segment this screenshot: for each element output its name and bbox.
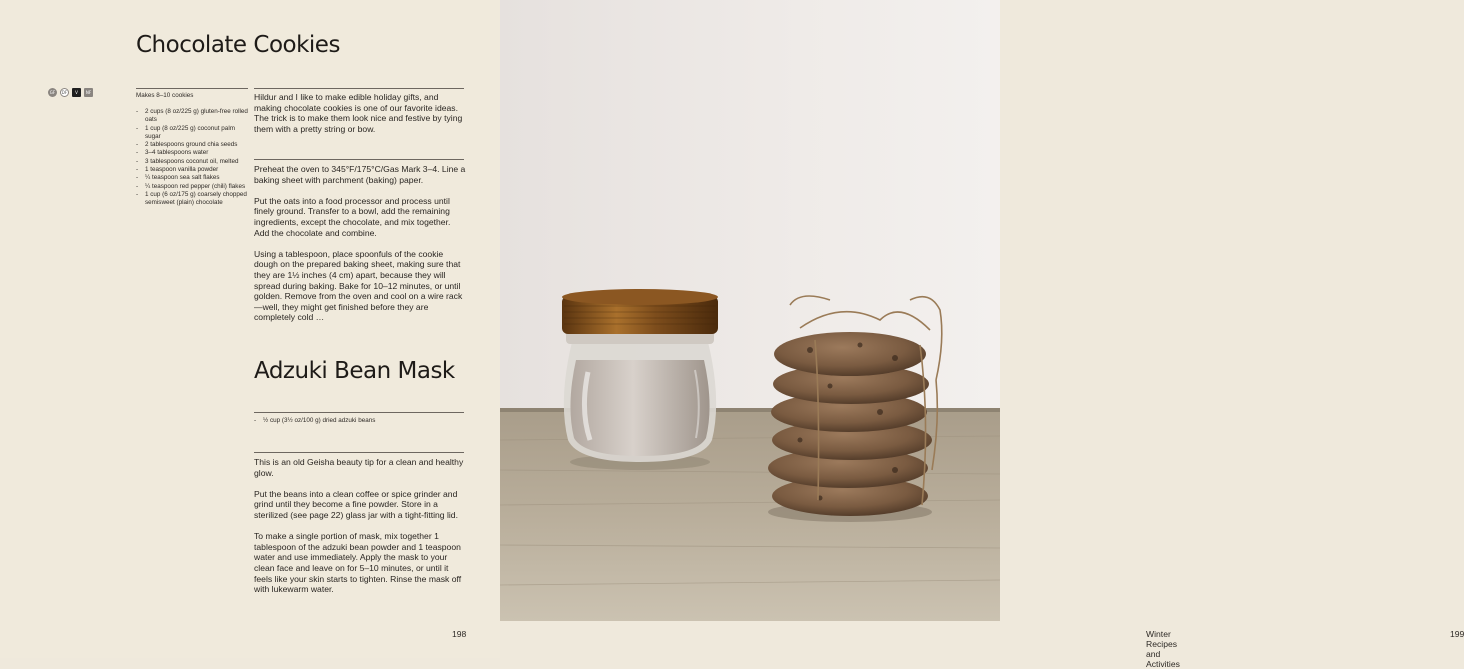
recipe-method [254,457,466,605]
recipe-title: Adzuki Bean Mask [254,358,455,384]
ingredient-item: - 1 cup (8 oz/225 g) coconut palm sugar [136,125,248,142]
glass-jar [562,289,718,470]
page-number: 199 [1450,629,1464,639]
recipe-title: Chocolate Cookies [136,32,340,58]
ingredient-list [254,417,454,425]
left-page [0,0,500,658]
divider [254,88,464,89]
divider [254,452,464,453]
ingredient-item: - 1 teaspoon vanilla powder [136,166,248,174]
dairy-free-badge: DF [61,90,68,95]
method-paragraph: Put the beans into a clean coffee or spice grinder and grind until they become a fine powder. Store in a sterilized (see page 22) glass jar with a tight-fitting lid. [254,488,458,520]
ingredient-item: - ½ cup (3½ oz/100 g) dried adzuki beans [254,417,454,425]
ingredient-list [136,108,248,208]
intro-paragraph: This is an old Geisha beauty tip for a clean and healthy glow. [254,457,464,478]
gluten-free-badge: GF [49,90,56,95]
vegan-badge: V [72,88,81,97]
method-paragraph: Put the oats into a food processor and process until finely ground. Transfer to a bowl, add the remaining ingredients, except the chocolate, and mix together. Add the chocolate and combine. [254,195,451,238]
cookie-jar-photo [500,0,1000,621]
method-paragraph: Preheat the oven to 345°F/175°C/Gas Mark 3–4. Line a baking sheet with parchment (baking) paper. [254,164,466,185]
ingredient-item: - 3–4 tablespoons water [136,149,248,157]
cookie-stack [768,332,932,522]
nut-free-badge: NF [85,90,92,95]
recipe-intro [254,92,466,145]
divider [136,88,248,89]
diet-badges [48,88,93,97]
divider [254,412,464,413]
intro-paragraph: Hildur and I like to make edible holiday gifts, and making chocolate cookies is one of our favorite ideas. The trick is to make them look nice and festive by tying them with a pretty string or bow. [254,92,463,134]
ingredient-item: - ¼ teaspoon sea salt flakes [136,174,248,182]
ingredient-item: - 2 cups (8 oz/225 g) gluten-free rolled oats [136,108,248,125]
ingredient-item: - ¼ teaspoon red pepper (chili) flakes [136,183,248,191]
method-paragraph: Using a tablespoon, place spoonfuls of the cookie dough on the prepared baking sheet, making sure that they are 1½ inches (4 cm) apart, because they will spread during baking. Bake for 10–12 minutes, or until golden. Remove from the oven and cool on a wire rack—well, they might get finished before they are completely cold … [254,248,463,323]
ingredient-item: - 1 cup (6 oz/175 g) coarsely chopped semisweet (plain) chocolate [136,191,248,208]
running-head: Winter Recipes and Activities [1146,629,1180,669]
recipe-method [254,164,466,334]
yield-text: Makes 8–10 cookies [136,92,194,99]
ingredient-item: - 2 tablespoons ground chia seeds [136,141,248,149]
page-number: 198 [452,629,467,639]
divider [254,159,464,160]
method-paragraph: To make a single portion of mask, mix together 1 tablespoon of the adzuki bean powder and 1 teaspoon water and use immediately. Apply the mask to your clean face and leave on for 5–10 minutes, or until it feels like your skin starts to tighten. Rinse the mask off with lukewarm water. [254,531,462,595]
ingredient-item: - 3 tablespoons coconut oil, melted [136,158,248,166]
